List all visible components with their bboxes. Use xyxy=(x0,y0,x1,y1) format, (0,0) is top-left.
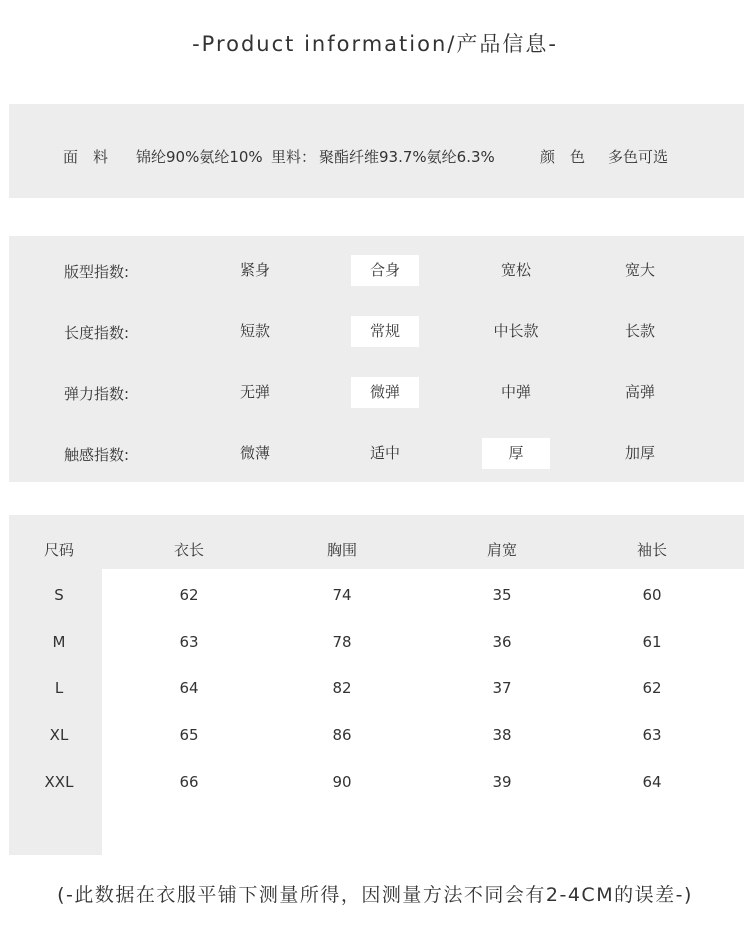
lining-label: 里料： xyxy=(271,148,317,166)
index-row xyxy=(9,434,744,474)
index-option: 加厚 xyxy=(624,444,655,462)
size-value-cell: 61 xyxy=(642,633,662,651)
index-option: 长款 xyxy=(624,322,655,340)
indices-band xyxy=(9,236,744,482)
index-label: 长度指数: xyxy=(64,324,130,342)
size-label-cell: S xyxy=(54,586,64,604)
size-value-cell: 36 xyxy=(492,633,512,651)
size-header-cell: 衣长 xyxy=(173,541,204,559)
size-table-body-bg xyxy=(102,569,744,855)
fabric-info-band xyxy=(9,104,744,198)
size-value-cell: 63 xyxy=(179,633,199,651)
index-option: 宽松 xyxy=(500,261,531,279)
index-option: 高弹 xyxy=(624,383,655,401)
material-label: 面 料 xyxy=(63,148,109,166)
index-label: 触感指数: xyxy=(64,446,130,464)
color-label: 颜 色 xyxy=(540,148,586,166)
lining-value: 聚酯纤维93.7%氨纶6.3% xyxy=(319,148,495,166)
size-value-cell: 78 xyxy=(332,633,352,651)
fabric-row xyxy=(9,104,744,198)
size-label-cell: M xyxy=(52,633,66,651)
color-value: 多色可选 xyxy=(608,148,669,166)
size-header-cell: 袖长 xyxy=(636,541,667,559)
size-value-cell: 35 xyxy=(492,586,512,604)
index-option: 微薄 xyxy=(239,444,270,462)
size-header-cell: 胸围 xyxy=(326,541,357,559)
index-option-selected: 常规 xyxy=(351,316,419,347)
page-title: -Product information/产品信息- xyxy=(192,32,558,56)
index-option-selected: 厚 xyxy=(482,438,550,469)
size-value-cell: 90 xyxy=(332,773,352,791)
index-option: 短款 xyxy=(239,322,270,340)
size-value-cell: 65 xyxy=(179,726,199,744)
size-value-cell: 63 xyxy=(642,726,662,744)
size-label-cell: XL xyxy=(49,726,69,744)
size-value-cell: 60 xyxy=(642,586,662,604)
index-option: 无弹 xyxy=(239,383,270,401)
index-label: 版型指数: xyxy=(64,263,130,281)
index-option: 紧身 xyxy=(239,261,270,279)
size-value-cell: 39 xyxy=(492,773,512,791)
material-value: 锦纶90%氨纶10% xyxy=(136,148,263,166)
size-value-cell: 62 xyxy=(179,586,199,604)
size-header-cell: 尺码 xyxy=(43,541,74,559)
size-value-cell: 64 xyxy=(642,773,662,791)
index-row xyxy=(9,373,744,413)
size-value-cell: 74 xyxy=(332,586,352,604)
index-option: 中长款 xyxy=(493,322,539,340)
index-row xyxy=(9,312,744,352)
measurement-note: (-此数据在衣服平铺下测量所得，因测量方法不同会有2-4CM的误差-) xyxy=(57,884,693,906)
index-option-selected: 微弹 xyxy=(351,377,419,408)
index-option: 中弹 xyxy=(500,383,531,401)
size-header-cell: 肩宽 xyxy=(486,541,517,559)
index-option-selected: 合身 xyxy=(351,255,419,286)
size-label-cell: XXL xyxy=(44,773,74,791)
size-value-cell: 86 xyxy=(332,726,352,744)
size-value-cell: 37 xyxy=(492,679,512,697)
size-value-cell: 38 xyxy=(492,726,512,744)
index-label: 弹力指数: xyxy=(64,385,130,403)
index-option: 宽大 xyxy=(624,261,655,279)
size-value-cell: 62 xyxy=(642,679,662,697)
size-label-cell: L xyxy=(54,679,64,697)
size-value-cell: 82 xyxy=(332,679,352,697)
size-value-cell: 64 xyxy=(179,679,199,697)
index-option: 适中 xyxy=(369,444,400,462)
size-table xyxy=(9,515,744,855)
size-value-cell: 66 xyxy=(179,773,199,791)
index-row xyxy=(9,251,744,291)
